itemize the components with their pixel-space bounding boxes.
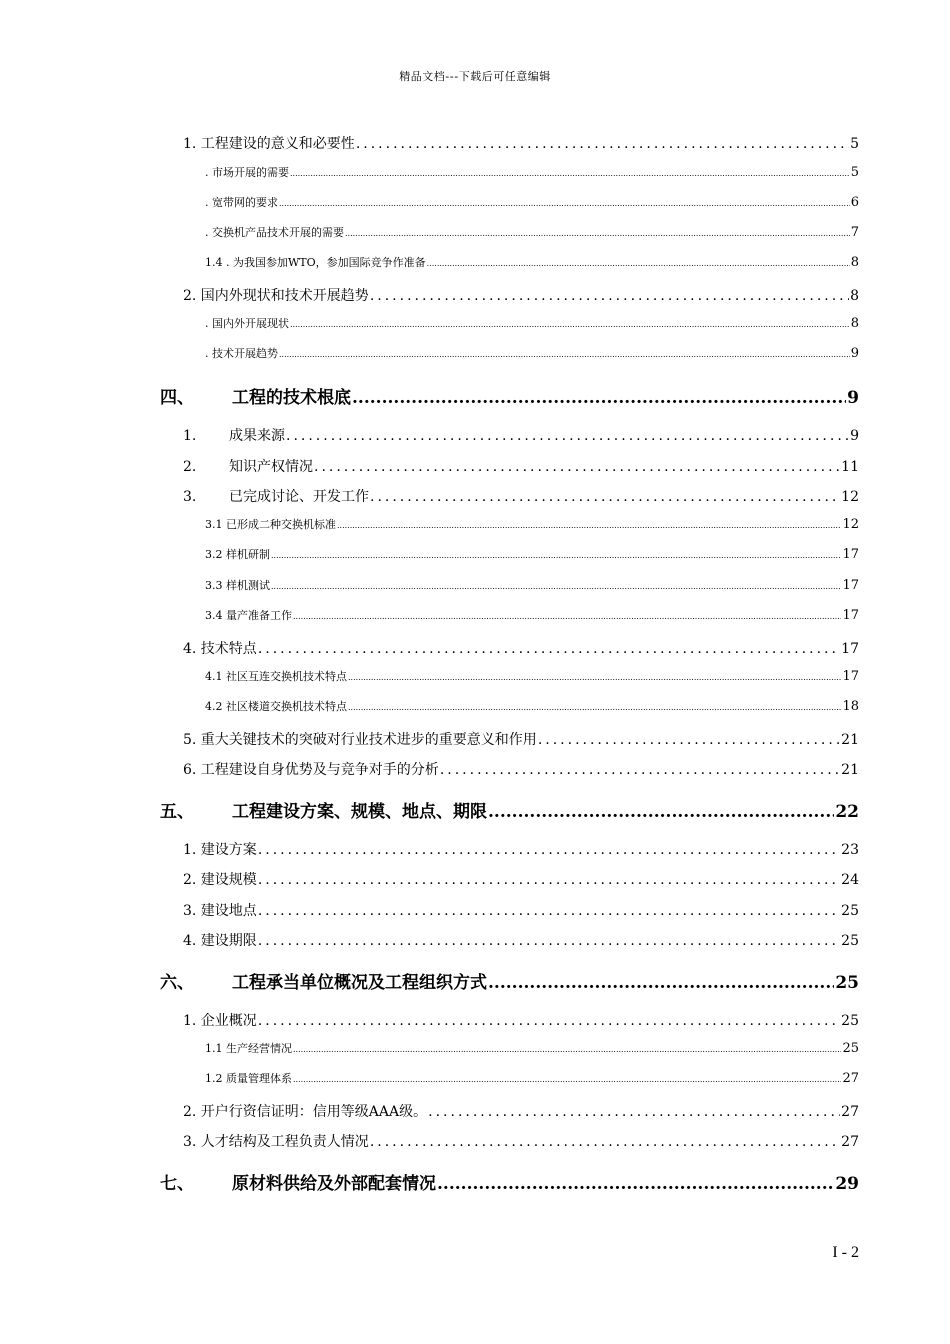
page-header: 精品文档---下载后可任意编辑 xyxy=(399,70,551,83)
toc-entry-text: 1. 企业概况 xyxy=(183,1013,257,1029)
toc-leader-dots xyxy=(488,973,834,993)
toc-entry[interactable] xyxy=(205,194,859,210)
toc-entry-title xyxy=(205,607,292,623)
toc-entry[interactable] xyxy=(183,900,859,920)
toc-page-number: 5 xyxy=(850,165,859,180)
toc-entry[interactable] xyxy=(205,546,859,562)
toc-entry[interactable] xyxy=(205,345,859,361)
toc-page-number: 29 xyxy=(835,1174,859,1194)
toc-leader-dots xyxy=(258,872,840,888)
toc-entry-text: 4.2 社区楼道交换机技术特点 xyxy=(205,700,347,713)
toc-entry-title xyxy=(205,194,278,210)
toc-chapter-entry[interactable] xyxy=(160,968,859,993)
toc-entry[interactable] xyxy=(183,759,859,779)
toc-entry-text: 4. 建设期限 xyxy=(183,933,257,949)
toc-entry-text: 成果来源 xyxy=(229,428,285,444)
toc-entry-title xyxy=(183,759,439,779)
toc-entry-title xyxy=(183,425,285,445)
toc-entry-text: 2. 开户行资信证明：信用等级AAA级。 xyxy=(183,1104,428,1120)
toc-entry-number: 五、 xyxy=(160,802,194,822)
toc-chapter-entry[interactable] xyxy=(160,383,859,408)
toc-leader-dots xyxy=(348,703,841,712)
toc-leader-dots xyxy=(538,732,840,748)
toc-page-number: 11 xyxy=(841,459,859,475)
toc-entry-title xyxy=(205,577,270,593)
toc-page-number: 9 xyxy=(850,346,859,361)
toc-entry-text: 5. 重大关键技术的突破对行业技术进步的重要意义和作用 xyxy=(183,732,537,748)
toc-page-number: 25 xyxy=(835,973,859,993)
toc-entry[interactable] xyxy=(205,698,859,714)
toc-entry-text: 已完成讨论、开发工作 xyxy=(229,489,369,505)
toc-entry-title xyxy=(205,1070,292,1086)
toc-leader-dots xyxy=(258,641,840,657)
toc-leader-dots xyxy=(293,612,841,621)
toc-leader-dots xyxy=(356,136,849,152)
toc-entry-text: 3.3 样机测试 xyxy=(205,579,270,592)
toc-entry-title xyxy=(205,698,347,714)
toc-entry-text: 3.2 样机研制 xyxy=(205,548,270,561)
page-number: I - 2 xyxy=(832,1244,859,1261)
toc-entry-title xyxy=(160,383,351,408)
toc-page-number: 8 xyxy=(850,255,859,270)
toc-entry-text: 工程的技术根底 xyxy=(232,388,351,408)
toc-entry-title xyxy=(183,900,257,920)
toc-page-number: 6 xyxy=(850,195,859,210)
toc-leader-dots xyxy=(258,1013,840,1029)
toc-entry-title xyxy=(160,968,487,993)
toc-entry-title xyxy=(183,1131,369,1151)
toc-leader-dots xyxy=(370,489,840,505)
toc-leader-dots xyxy=(345,229,850,238)
toc-entry-title xyxy=(160,1169,436,1194)
toc-page-number: 23 xyxy=(841,842,859,858)
toc-page-number: 12 xyxy=(842,517,859,532)
toc-entry[interactable] xyxy=(205,164,859,180)
toc-leader-dots xyxy=(370,288,849,304)
toc-entry-title xyxy=(183,486,369,506)
toc-page-number: 21 xyxy=(841,762,859,778)
toc-entry-text: 1.4 . 为我国参加WTO，参加国际竞争作准备 xyxy=(205,256,426,269)
toc-entry[interactable] xyxy=(183,1010,859,1030)
toc-page-number: 27 xyxy=(841,1104,859,1120)
toc-entry[interactable] xyxy=(205,516,859,532)
toc-leader-dots xyxy=(352,388,846,408)
toc-entry-title xyxy=(205,1040,292,1056)
toc-entry[interactable] xyxy=(183,839,859,859)
toc-leader-dots xyxy=(293,1075,841,1084)
toc-entry-title xyxy=(205,224,344,240)
toc-entry-text: 2. 国内外现状和技术开展趋势 xyxy=(183,288,369,304)
toc-entry-text: 4. 技术特点 xyxy=(183,641,257,657)
toc-leader-dots xyxy=(258,933,840,949)
toc-page-number: 17 xyxy=(842,608,859,623)
toc-entry-title xyxy=(183,729,537,749)
toc-entry-text: 1. 建设方案 xyxy=(183,842,257,858)
toc-entry-text: 2. 建设规模 xyxy=(183,872,257,888)
toc-entry[interactable] xyxy=(205,224,859,240)
toc-entry-number: 3. xyxy=(183,489,197,505)
toc-entry-text: 原材料供给及外部配套情况 xyxy=(232,1174,436,1194)
toc-page-number: 25 xyxy=(841,903,859,919)
toc-page-number: 25 xyxy=(842,1041,859,1056)
toc-leader-dots xyxy=(293,1045,841,1054)
toc-entry-number: 四、 xyxy=(160,388,194,408)
toc-entry-text: 6. 工程建设自身优势及与竞争对手的分析 xyxy=(183,762,439,778)
toc-page-number: 18 xyxy=(842,699,859,714)
toc-entry-title xyxy=(183,285,369,305)
toc-entry-number: 2. xyxy=(183,459,197,475)
toc-leader-dots xyxy=(271,582,841,591)
toc-entry-title xyxy=(183,456,313,476)
toc-leader-dots xyxy=(488,802,834,822)
toc-entry[interactable] xyxy=(183,869,859,889)
toc-entry-title xyxy=(183,869,257,889)
toc-leader-dots xyxy=(370,1134,840,1150)
toc-entry-text: . 宽带网的要求 xyxy=(205,196,278,209)
toc-entry[interactable] xyxy=(183,930,859,950)
toc-entry-text: . 国内外开展现状 xyxy=(205,317,289,330)
toc-entry[interactable] xyxy=(205,315,859,331)
toc-page-number: 17 xyxy=(841,641,859,657)
toc-page-number: 21 xyxy=(841,732,859,748)
toc-entry-title xyxy=(205,315,289,331)
toc-page-number: 25 xyxy=(841,1013,859,1029)
toc-entry[interactable] xyxy=(205,1070,859,1086)
toc-entry-text: 3. 人才结构及工程负责人情况 xyxy=(183,1134,369,1150)
toc-entry-title xyxy=(205,516,336,532)
toc-leader-dots xyxy=(440,762,840,778)
toc-entry-text: 3. 建设地点 xyxy=(183,903,257,919)
toc-page-number: 22 xyxy=(835,802,859,822)
toc-page-number: 27 xyxy=(841,1134,859,1150)
toc-entry-title xyxy=(183,1101,427,1121)
toc-leader-dots xyxy=(314,459,840,475)
toc-leader-dots xyxy=(427,259,850,268)
toc-page-number: 27 xyxy=(842,1071,859,1086)
toc-entry-text: . 市场开展的需要 xyxy=(205,166,289,179)
toc-leader-dots xyxy=(290,169,850,178)
toc-entry[interactable] xyxy=(205,1040,859,1056)
toc-entry[interactable] xyxy=(205,668,859,684)
toc-leader-dots xyxy=(337,521,841,530)
toc-entry[interactable] xyxy=(183,456,859,476)
toc-page-number: 17 xyxy=(842,547,859,562)
toc-entry-title xyxy=(205,164,289,180)
toc-entry[interactable] xyxy=(183,425,859,445)
toc-page-number: 7 xyxy=(850,225,859,240)
toc-leader-dots xyxy=(258,903,840,919)
toc-entry-title xyxy=(183,839,257,859)
toc-entry-title xyxy=(183,133,355,153)
toc-entry[interactable] xyxy=(183,486,859,506)
toc-entry-title xyxy=(183,638,257,658)
toc-entry-text: . 技术开展趋势 xyxy=(205,347,278,360)
toc-entry-text: . 交换机产品技术开展的需要 xyxy=(205,226,344,239)
toc-leader-dots xyxy=(437,1174,834,1194)
toc-leader-dots xyxy=(428,1104,840,1120)
toc-entry-text: 工程承当单位概况及工程组织方式 xyxy=(232,973,487,993)
toc-entry-text: 工程建设方案、规模、地点、期限 xyxy=(232,802,487,822)
toc-entry-title xyxy=(205,254,426,270)
toc-leader-dots xyxy=(348,673,841,682)
toc-page-number: 9 xyxy=(850,428,859,444)
toc-entry[interactable] xyxy=(183,1131,859,1151)
toc-entry-number: 七、 xyxy=(160,1174,194,1194)
toc-entry-text: 知识产权情况 xyxy=(229,459,313,475)
toc-page-number: 25 xyxy=(841,933,859,949)
toc-page-number: 5 xyxy=(850,136,859,152)
toc-leader-dots xyxy=(271,551,841,560)
toc-entry[interactable] xyxy=(183,638,859,658)
toc-entry-text: 4.1 社区互连交换机技术特点 xyxy=(205,670,347,683)
toc-entry-text: 1.2 质量管理体系 xyxy=(205,1072,292,1085)
toc-entry-title xyxy=(205,345,278,361)
toc-page-number: 17 xyxy=(842,669,859,684)
toc-entry-title xyxy=(205,668,347,684)
toc-entry-title xyxy=(160,797,487,822)
toc-leader-dots xyxy=(258,842,840,858)
toc-page-number: 8 xyxy=(850,288,859,304)
toc-entry-text: 1. 工程建设的意义和必要性 xyxy=(183,136,355,152)
toc-page-number: 9 xyxy=(847,388,859,408)
toc-entry[interactable] xyxy=(205,577,859,593)
toc-page-number: 17 xyxy=(842,578,859,593)
toc-entry-text: 3.1 已形成二种交换机标准 xyxy=(205,518,336,531)
toc-entry[interactable] xyxy=(183,133,859,153)
toc-entry-title xyxy=(205,546,270,562)
toc-entry[interactable] xyxy=(205,607,859,623)
toc-entry-title xyxy=(183,930,257,950)
toc-entry-number: 六、 xyxy=(160,973,194,993)
toc-entry[interactable] xyxy=(183,285,859,305)
toc-entry-number: 1. xyxy=(183,428,197,444)
toc-entry[interactable] xyxy=(205,254,859,270)
toc-page-number: 12 xyxy=(841,489,859,505)
toc-leader-dots xyxy=(286,428,849,444)
toc-leader-dots xyxy=(279,350,850,359)
toc-page-number: 8 xyxy=(850,316,859,331)
toc-entry-text: 3.4 量产准备工作 xyxy=(205,609,292,622)
toc-leader-dots xyxy=(290,320,850,329)
toc-chapter-entry[interactable] xyxy=(160,797,859,822)
toc-leader-dots xyxy=(279,199,850,208)
toc-entry-text: 1.1 生产经营情况 xyxy=(205,1042,292,1055)
toc-chapter-entry[interactable] xyxy=(160,1169,859,1194)
toc-page-number: 24 xyxy=(841,872,859,888)
toc-entry[interactable] xyxy=(183,729,859,749)
toc-entry-title xyxy=(183,1010,257,1030)
toc-entry[interactable] xyxy=(183,1101,859,1121)
